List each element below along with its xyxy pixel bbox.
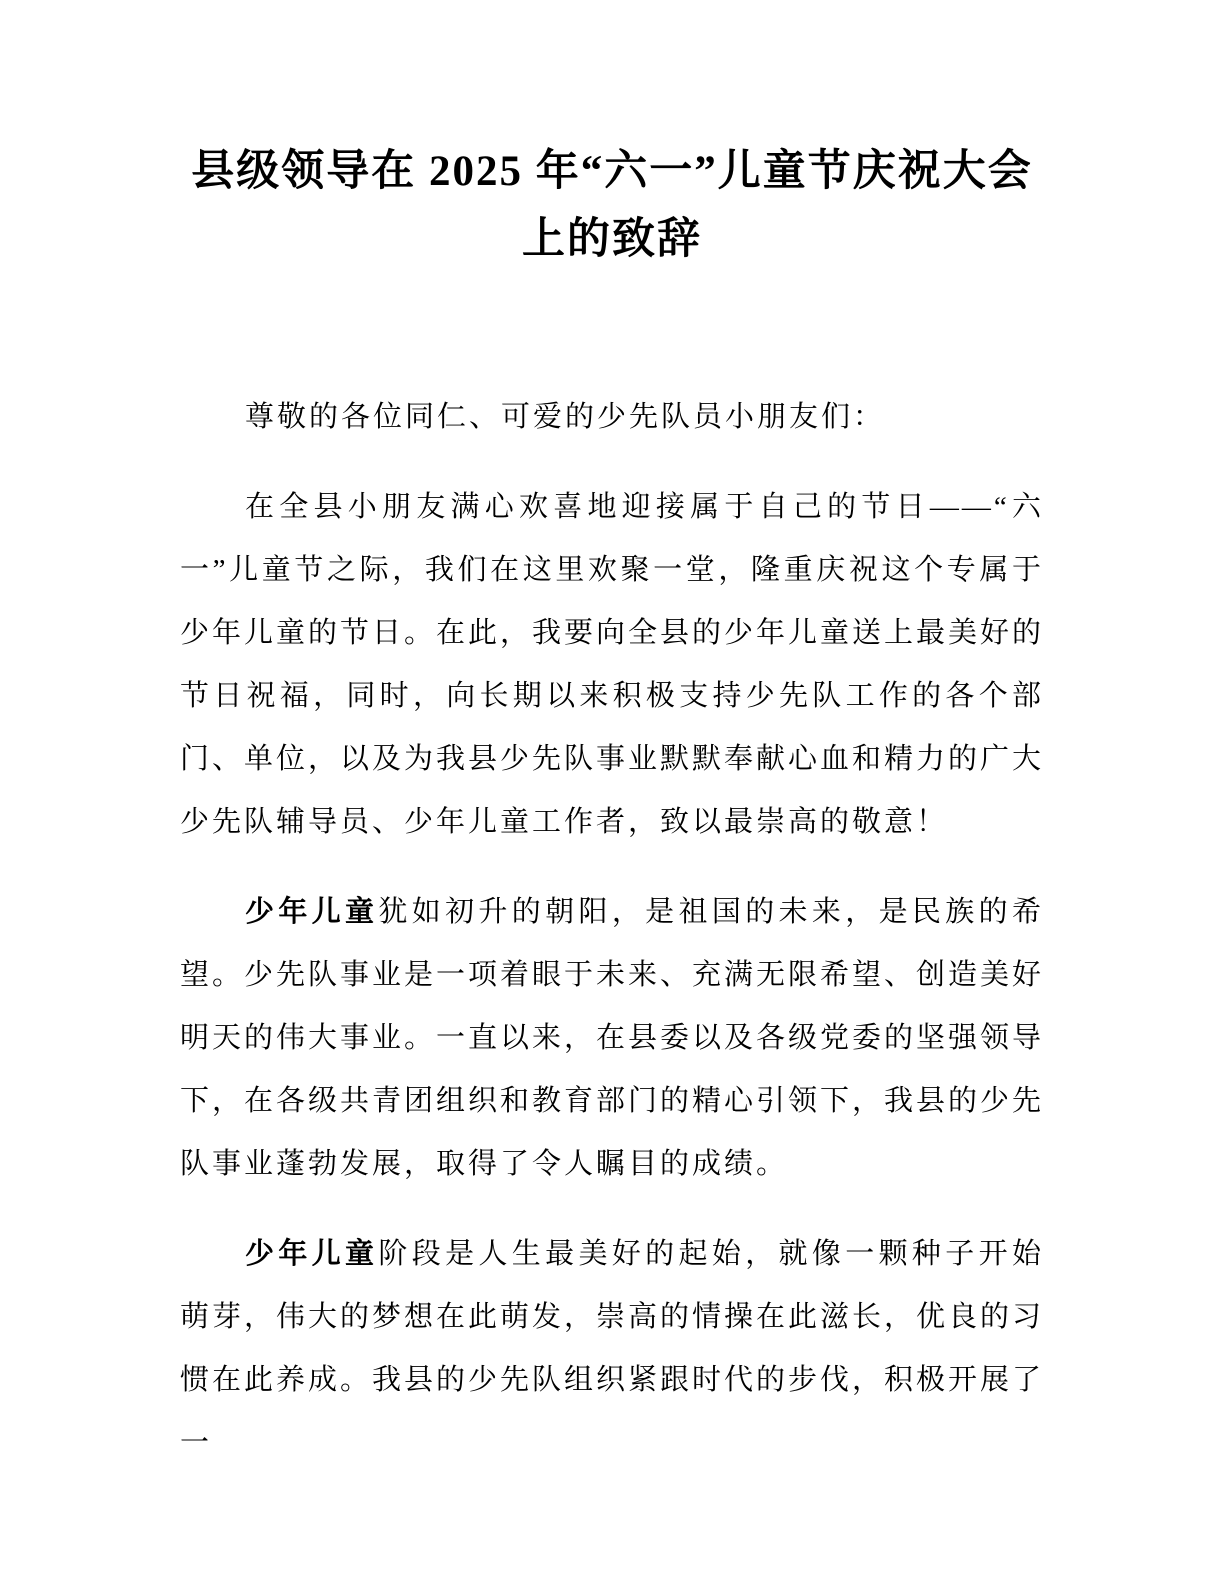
document-title	[180, 138, 1044, 274]
document-body	[180, 386, 1044, 1475]
title-line-1: 县级领导在 2025 年“六一”儿童节庆祝大会	[191, 148, 1033, 195]
paragraph: 在全县小朋友满心欢喜地迎接属于自己的节日——“六一”儿童节之际，我们在这里欢聚一堂，隆重庆祝这个专属于少年儿童的节日。在此，我要向全县的少年儿童送上最美好的节日祝福，同时，向长期以来积极支持少先队工作的各个部门、单位，以及为我县少先队事业默默奉献心血和精力的广大少先队辅导员、少年儿童工作者，致以最崇高的敬意！	[180, 491, 1045, 838]
paragraph: 尊敬的各位同仁、可爱的少先队员小朋友们：	[245, 401, 886, 433]
paragraph: 少年儿童阶段是人生最美好的起始，就像一颗种子开始萌芽，伟大的梦想在此萌发，崇高的情操在此滋长，优良的习惯在此养成。我县的少先队组织紧跟时代的步伐，积极开展了一	[180, 1238, 1045, 1459]
paragraph-lead: 少年儿童	[245, 896, 379, 928]
paragraph-lead: 少年儿童	[245, 1238, 379, 1270]
title-line-2: 上的致辞	[522, 216, 702, 263]
paragraph: 少年儿童犹如初升的朝阳，是祖国的未来，是民族的希望。少先队事业是一项着眼于未来、充满无限希望、创造美好明天的伟大事业。一直以来，在县委以及各级党委的坚强领导下，在各级共青团组织和教育部门的精心引领下，我县的少先队事业蓬勃发展，取得了令人瞩目的成绩。	[180, 896, 1045, 1180]
